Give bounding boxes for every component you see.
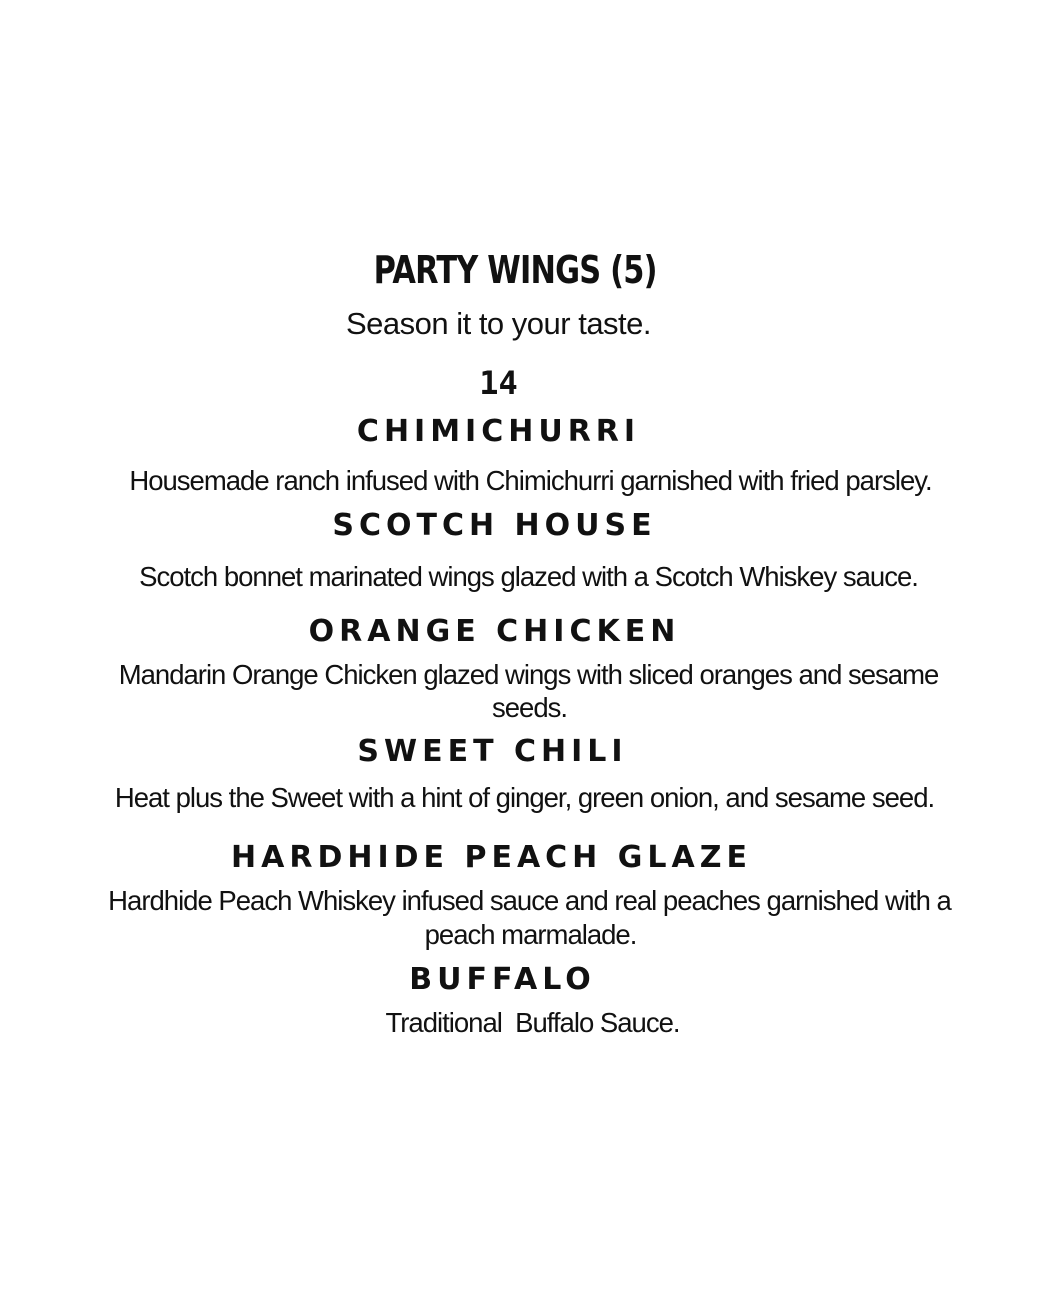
flavor-name-orange-chicken: ORANGE CHICKEN: [308, 614, 681, 649]
flavor-description-orange-chicken-line1: Mandarin Orange Chicken glazed wings with sliced oranges and sesame: [118, 659, 939, 690]
flavor-name-buffalo: BUFFALO: [409, 962, 596, 997]
menu-subtitle: Season it to your taste.: [345, 306, 652, 341]
flavor-name-sweet-chili: SWEET CHILI: [357, 734, 628, 769]
flavor-description-hardhide-peach-glaze-line1: Hardhide Peach Whiskey infused sauce and real peaches garnished with a: [108, 885, 951, 916]
flavor-description-chimichurri: Housemade ranch infused with Chimichurri garnished with fried parsley.: [129, 465, 932, 496]
flavor-description-orange-chicken-line2: seeds.: [491, 692, 568, 723]
flavor-description-hardhide-peach-glaze-line2: peach marmalade.: [424, 919, 637, 950]
flavor-name-scotch-house: SCOTCH HOUSE: [332, 508, 657, 543]
menu-title: PARTY WINGS (5): [373, 248, 657, 292]
flavor-description-buffalo: Traditional Buffalo Sauce.: [385, 1007, 680, 1038]
flavor-description-scotch-house: Scotch bonnet marinated wings glazed with a Scotch Whiskey sauce.: [139, 561, 918, 592]
menu-price: 14: [479, 364, 518, 402]
flavor-name-chimichurri: CHIMICHURRI: [356, 414, 641, 449]
flavor-name-hardhide-peach-glaze: HARDHIDE PEACH GLAZE: [231, 840, 752, 875]
flavor-description-sweet-chili: Heat plus the Sweet with a hint of ginger, green onion, and sesame seed.: [114, 782, 935, 813]
